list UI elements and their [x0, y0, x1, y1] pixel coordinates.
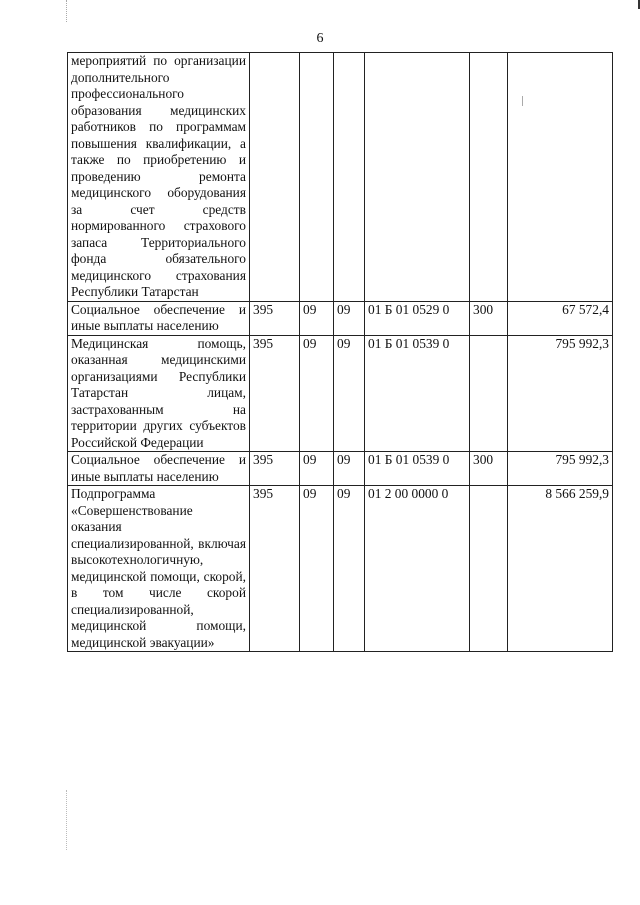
page-number: 6 — [316, 31, 324, 46]
row-name-cell: Социальное обеспечение и иные выплаты населению — [68, 301, 250, 335]
amount-cell: 67 572,4 — [508, 301, 613, 335]
target-code-cell: 01 Б 01 0539 0 — [365, 335, 470, 452]
expense-type-cell: 300 — [470, 452, 508, 486]
row-name-cell: Социальное обеспечение и иные выплаты населению — [68, 452, 250, 486]
section-code-cell: 09 — [300, 301, 334, 335]
ministry-code-cell: 395 — [250, 301, 300, 335]
expense-type-cell — [470, 53, 508, 302]
amount-cell: 795 992,3 — [508, 335, 613, 452]
row-name-cell: мероприятий по организации дополнительного профессионального образования медицинских работников по программам повышения квалификации, а также по приобретению и проведению ремонта медицинского оборудования за счет средств нормированного страхового запаса Территориального фонда обязательного медицинского страхования Республики Татарстан — [68, 53, 250, 302]
table-row — [68, 452, 613, 486]
target-code-cell: 01 Б 01 0539 0 — [365, 452, 470, 486]
table-row — [68, 53, 613, 302]
section-code-cell — [300, 53, 334, 302]
target-code-cell — [365, 53, 470, 302]
subsection-code-cell — [334, 53, 365, 302]
subsection-code-cell: 09 — [334, 335, 365, 452]
section-code-cell: 09 — [300, 486, 334, 652]
row-name-cell: Медицинская помощь, оказанная медицинскими организациями Республики Татарстан лицам, застрахованным на территории других субъектов Российской Федерации — [68, 335, 250, 452]
ministry-code-cell: 395 — [250, 452, 300, 486]
amount-cell: 795 992,3 — [508, 452, 613, 486]
ministry-code-cell — [250, 53, 300, 302]
target-code-cell: 01 2 00 0000 0 — [365, 486, 470, 652]
row-name-cell: Подпрограмма «Совершенствование оказания специализированной, включая высокотехнологичную, медицинской помощи, скорой, в том числе скорой специализированной, медицинской помощи, медицинской эвакуации» — [68, 486, 250, 652]
expense-type-cell — [470, 486, 508, 652]
ministry-code-cell: 395 — [250, 486, 300, 652]
subsection-code-cell: 09 — [334, 486, 365, 652]
table-row — [68, 301, 613, 335]
budget-table — [67, 52, 613, 652]
subsection-code-cell: 09 — [334, 301, 365, 335]
section-code-cell: 09 — [300, 452, 334, 486]
ministry-code-cell: 395 — [250, 335, 300, 452]
table-row — [68, 486, 613, 652]
section-code-cell: 09 — [300, 335, 334, 452]
amount-cell — [508, 53, 613, 302]
scan-margin-mark — [66, 790, 67, 850]
expense-type-cell: 300 — [470, 301, 508, 335]
subsection-code-cell: 09 — [334, 452, 365, 486]
amount-cell: 8 566 259,9 — [508, 486, 613, 652]
scan-margin-mark — [66, 0, 67, 22]
table-row — [68, 335, 613, 452]
target-code-cell: 01 Б 01 0529 0 — [365, 301, 470, 335]
expense-type-cell — [470, 335, 508, 452]
